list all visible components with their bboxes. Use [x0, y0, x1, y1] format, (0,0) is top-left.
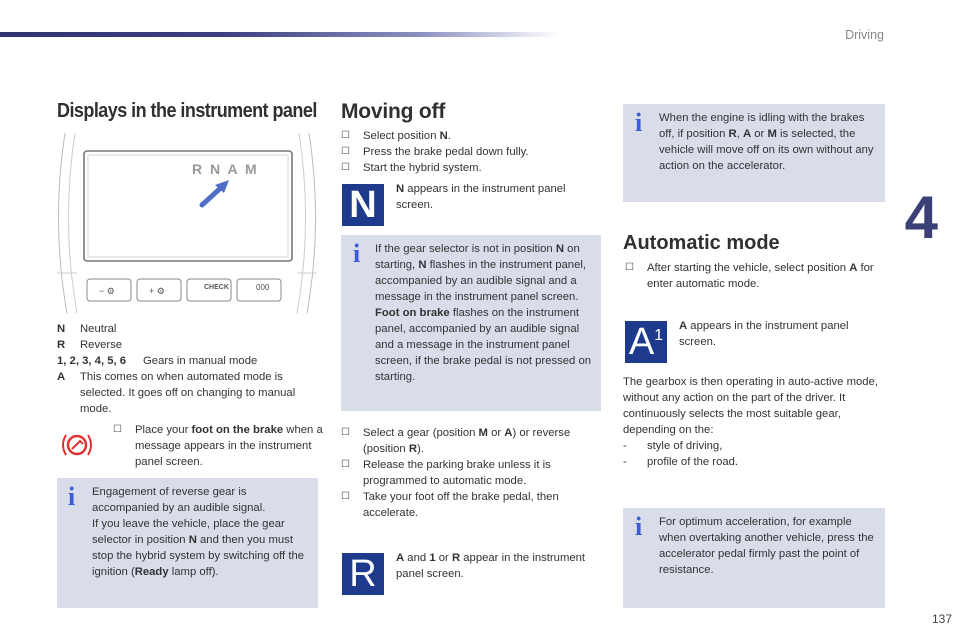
step-item: ☐ Press the brake pedal down fully.: [341, 146, 529, 158]
info-icon: i: [353, 239, 361, 268]
display-gear-letters: R N A M: [192, 161, 259, 177]
auto-active-paragraph: The gearbox is then operating in auto-active mode, without any action on the part of the driver. It continuously selects the most suitable gear, depending on the: - style of driving, - profile of the road.: [623, 374, 888, 470]
reverse-info-box: i Engagement of reverse gear is accompanied by an audible signal. If you leave the vehicle, place the gear selector in position N and then you must stop the hybrid system by switching off the ignition (Ready lamp off).: [57, 478, 318, 608]
legend-item: [57, 337, 322, 353]
foot-on-brake-step: ☐ Place your foot on the brake when a message appears in the instrument panel screen.: [113, 424, 323, 468]
legend-text: Reverse: [80, 339, 123, 351]
info-icon: i: [635, 512, 643, 541]
legend-text: This comes on when automated mode is selected. It goes off on changing to manual mode.: [80, 371, 296, 415]
select-gear-steps: [341, 425, 603, 521]
automatic-indicator-text: A appears in the instrument panel screen.: [679, 320, 849, 348]
list-item: - style of driving,: [623, 440, 723, 452]
step-item: ☐ Select a gear (position M or A) or reverse (position R).: [341, 427, 571, 455]
automatic-mode-step: ☐ After starting the vehicle, select position A for enter automatic mode.: [625, 262, 874, 290]
info-icon: i: [68, 482, 76, 511]
automatic-mode-heading: Automatic mode: [623, 232, 780, 254]
instrument-panel-drawing: [57, 133, 317, 318]
reverse-indicator-tile: R: [342, 553, 384, 595]
page-number: 137: [931, 612, 952, 626]
legend-text: Neutral: [80, 323, 117, 335]
foot-on-brake-icon: [60, 428, 94, 462]
step-item: ☐ Take your foot off the brake pedal, then accelerate.: [341, 491, 559, 519]
svg-text:− ⚙: − ⚙: [99, 286, 115, 296]
reverse-indicator-text: A and 1 or R appear in the instrument panel screen.: [396, 552, 586, 580]
legend-item: [57, 369, 322, 417]
step-item: ☐ Start the hybrid system.: [341, 162, 482, 174]
moving-off-steps: [341, 128, 601, 176]
step-item: ☐ Release the parking brake unless it is programmed to automatic mode.: [341, 459, 551, 487]
check-button-label: CHECK: [204, 284, 229, 291]
list-item: - profile of the road.: [623, 456, 739, 468]
instrument-panel-illustration: [57, 133, 317, 318]
neutral-indicator-text: N appears in the instrument panel screen.: [396, 183, 566, 211]
info-icon: i: [635, 108, 643, 137]
legend-item: [57, 353, 322, 369]
section-title: Driving: [845, 28, 884, 42]
header-bar: [0, 32, 560, 37]
step-item: ☐ Select position N.: [341, 130, 451, 142]
gear-legend: [57, 321, 322, 417]
moving-off-heading: Moving off: [341, 100, 446, 123]
acceleration-info-box: i For optimum acceleration, for example when overtaking another vehicle, press the accelerator pedal firmly past the point of resistance.: [623, 508, 885, 608]
legend-key: 1, 2, 3, 4, 5, 6: [57, 355, 127, 367]
legend-key: N: [57, 323, 66, 335]
legend-text: Gears in manual mode: [143, 355, 258, 367]
legend-key: A: [57, 371, 66, 383]
svg-text:+ ⚙: + ⚙: [149, 286, 165, 296]
legend-key: R: [57, 339, 66, 351]
gear-selector-info-box: i If the gear selector is not in position N on starting, N flashes in the instrument panel, accompanied by an audible signal and a message in the instrument panel screen. Foot on brake flashes on the instrument panel, accompanied by an audible signal and a message in the instrument panel screen, if the brake pedal is not pressed on starting.: [341, 235, 601, 411]
displays-heading: Displays in the instrument panel: [57, 100, 317, 122]
chapter-number: 4: [904, 184, 938, 251]
legend-item: [57, 321, 322, 337]
odometer-button-label: 000: [256, 283, 270, 292]
automatic-indicator-tile: A $^1$: [625, 321, 667, 363]
neutral-indicator-tile: N: [342, 184, 384, 226]
idle-info-box: i When the engine is idling with the brakes off, if position R, A or M is selected, the vehicle will move off on its own without any action on the accelerator.: [623, 104, 885, 202]
